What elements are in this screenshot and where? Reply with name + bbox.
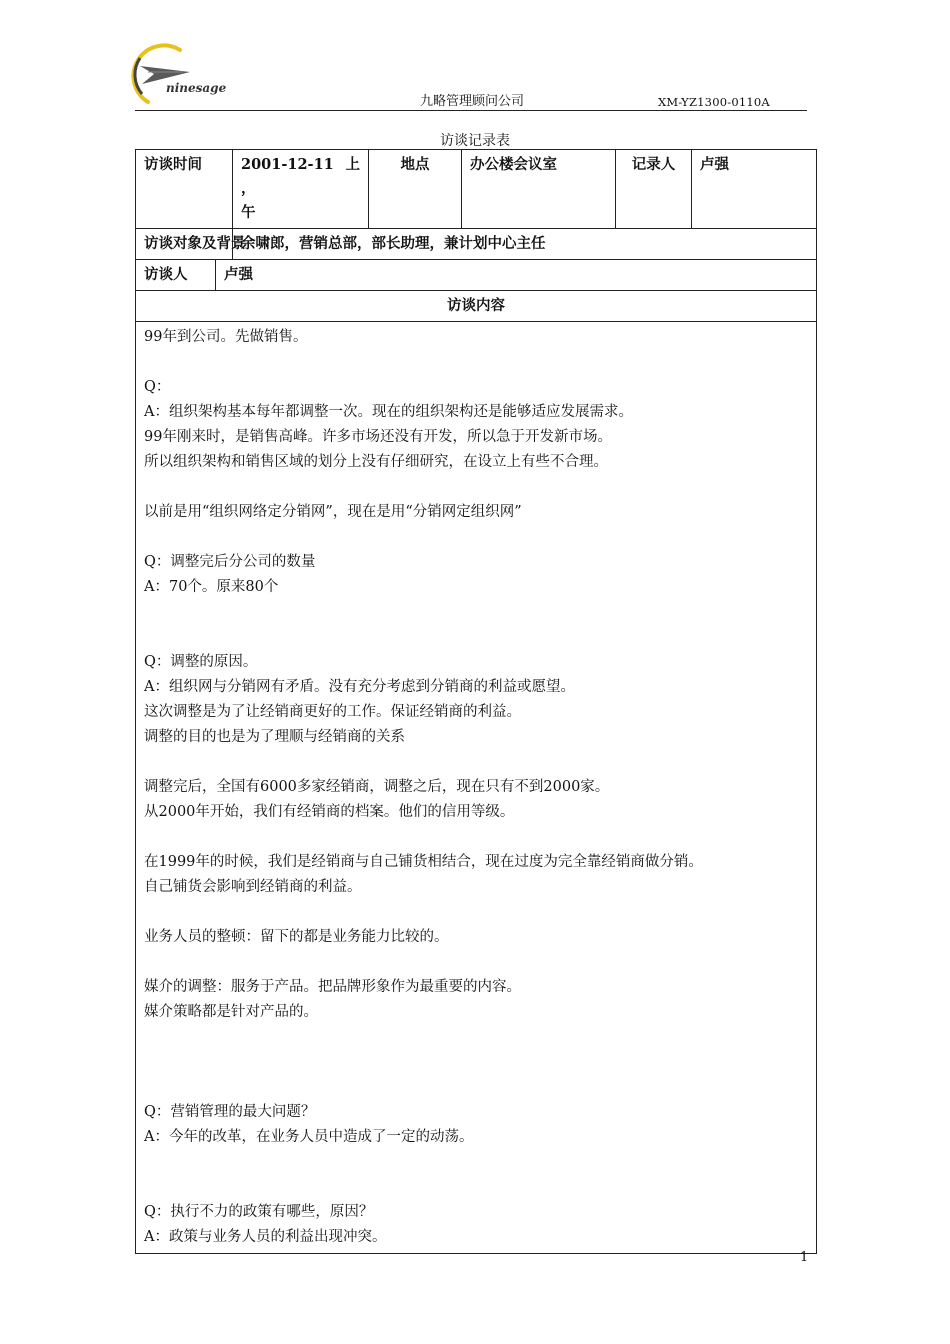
content-line <box>144 1050 808 1075</box>
content-line: Q： <box>144 379 171 395</box>
content-line <box>144 825 808 850</box>
page-title: 访谈记录表 <box>440 133 510 149</box>
content-line: 从2000年开始，我们有经销商的档案。他们的信用等级。 <box>144 804 515 820</box>
interview-record-table <box>135 149 817 1254</box>
content-line: A：组织架构基本每年都调整一次。现在的组织架构还是能够适应发展需求。 <box>144 404 633 420</box>
content-line: 业务人员的整顿：留下的都是业务能力比较的。 <box>144 929 449 945</box>
table-row <box>136 291 817 322</box>
content-line <box>144 750 808 775</box>
logo-wordmark: ninesage <box>166 81 227 95</box>
content-line: A：组织网与分销网有矛盾。没有充分考虑到分销商的利益或愿望。 <box>144 679 575 695</box>
company-logo <box>128 42 228 108</box>
content-line <box>144 350 808 375</box>
table-row <box>136 260 817 291</box>
content-line: 所以组织架构和销售区域的划分上没有仔细研究，在设立上有些不合理。 <box>144 454 608 470</box>
content-line: 调整完后，全国有6000多家经销商，调整之后，现在只有不到2000家。 <box>144 779 610 795</box>
content-line: 媒介策略都是针对产品的。 <box>144 1004 318 1020</box>
content-line <box>144 625 808 650</box>
content-lines <box>144 325 808 1250</box>
content-line: 这次调整是为了让经销商更好的工作。保证经销商的利益。 <box>144 704 521 720</box>
time-value <box>233 150 369 229</box>
content-line <box>144 525 808 550</box>
content-line: 99年刚来时，是销售高峰。许多市场还没有开发，所以急于开发新市场。 <box>144 429 612 445</box>
time-period-2: 午 <box>241 204 256 221</box>
content-line: 以前是用“组织网络定分销网”，现在是用“分销网定组织网” <box>144 504 522 520</box>
content-line: Q：营销管理的最大问题？ <box>144 1104 316 1120</box>
time-date: 2001-12-11 ， <box>241 156 334 197</box>
interviewer-label: 访谈人 <box>136 260 216 291</box>
place-value: 办公楼会议室 <box>462 150 616 229</box>
interviewer-value: 卢强 <box>216 260 817 291</box>
document-number: XM-YZ1300-0110A <box>658 95 770 109</box>
place-label: 地点 <box>369 150 462 229</box>
content-line: 99年到公司。先做销售。 <box>144 329 308 345</box>
content-line: 在1999年的时候，我们是经销商与自己铺货相结合，现在过度为完全靠经销商做分销。 <box>144 854 703 870</box>
table-row <box>136 150 817 229</box>
content-line: A：政策与业务人员的利益出现冲突。 <box>144 1229 387 1245</box>
time-label: 访谈时间 <box>136 150 233 229</box>
company-name: 九略管理顾问公司 <box>420 94 525 109</box>
subject-value: 余啸郎，营销总部，部长助理，兼计划中心主任 <box>233 229 817 260</box>
table-row <box>136 229 817 260</box>
content-line <box>144 475 808 500</box>
content-line <box>144 1025 808 1050</box>
content-line: 调整的目的也是为了理顺与经销商的关系 <box>144 729 405 745</box>
content-line: 自己铺货会影响到经销商的利益。 <box>144 879 362 895</box>
time-period-1: 上 <box>345 156 360 173</box>
table-row <box>136 322 817 1254</box>
content-line: 媒介的调整：服务于产品。把品牌形象作为最重要的内容。 <box>144 979 521 995</box>
content-line: A：70个。原来80个 <box>144 579 279 595</box>
content-line <box>144 1150 808 1175</box>
content-line: Q：执行不力的政策有哪些，原因？ <box>144 1204 374 1220</box>
header-divider <box>135 110 807 111</box>
content-line <box>144 1175 808 1200</box>
content-line: Q：调整完后分公司的数量 <box>144 554 316 570</box>
content-line <box>144 600 808 625</box>
content-line <box>144 1075 808 1100</box>
content-line: Q：调整的原因。 <box>144 654 258 670</box>
recorder-value: 卢强 <box>692 150 817 229</box>
page-number: 1 <box>800 1250 809 1265</box>
interview-content <box>136 322 817 1254</box>
subject-label: 访谈对象及背景 <box>136 229 233 260</box>
content-line <box>144 950 808 975</box>
content-line: A：今年的改革，在业务人员中造成了一定的动荡。 <box>144 1129 474 1145</box>
recorder-label: 记录人 <box>616 150 692 229</box>
content-label: 访谈内容 <box>136 291 817 322</box>
content-line <box>144 900 808 925</box>
